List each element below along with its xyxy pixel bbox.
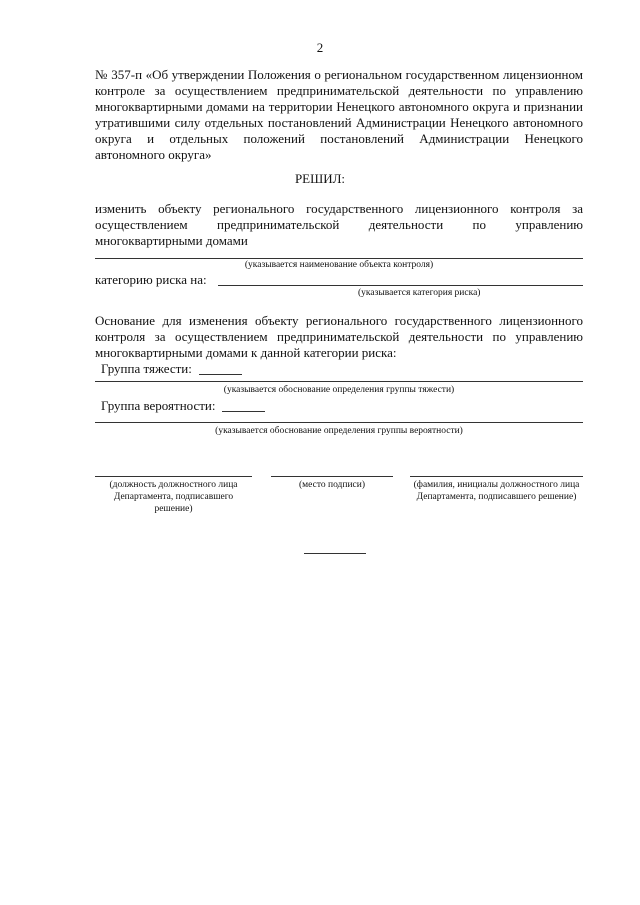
severity-label: Группа тяжести:	[101, 361, 192, 376]
probability-blank	[222, 411, 265, 412]
severity-line	[95, 381, 583, 382]
signature-sign-caption: (место подписи)	[298, 480, 366, 490]
closing-divider	[304, 553, 366, 554]
severity-caption: (указывается обоснование определения группы тяжести)	[223, 385, 455, 395]
category-label: категорию риска на:	[95, 272, 207, 287]
category-caption: (указывается категория риска)	[358, 288, 481, 298]
intro-paragraph: № 357-п «Об утверждении Положения о региональном государственном лицензионном контроле за осуществлением предпринимательской деятельности по управлению многоквартирными домами на территории Ненецкого автономного округа и признании утратившими силу отдельных постановлений Администрации Ненецкого автономного округа и отдельных положений постановлений Администрации Ненецкого автономного округа»	[95, 67, 583, 162]
page-number: 2	[316, 40, 324, 55]
decision-heading: РЕШИЛ:	[294, 171, 346, 186]
signature-position-line	[95, 476, 252, 477]
change-text: изменить объекту регионального государственного лицензионного контроля за осуществлением предпринимательской деятельности по управлению многоквартирными домами	[95, 201, 583, 248]
category-line	[218, 285, 583, 286]
signature-sign-line	[271, 476, 393, 477]
basis-text: Основание для изменения объекту регионального государственного лицензионного контроля за осуществлением предпринимательской деятельности по управлению многоквартирными домами к данной категории риска:	[95, 313, 583, 360]
severity-blank	[199, 374, 242, 375]
probability-label: Группа вероятности:	[101, 398, 216, 413]
object-line	[95, 258, 583, 259]
probability-caption: (указывается обоснование определения группы вероятности)	[215, 426, 463, 436]
object-caption: (указывается наименование объекта контроля)	[244, 260, 434, 270]
signature-name-caption: (фамилия, инициалы должностного лица Департамента, подписавшего решение)	[413, 480, 580, 502]
probability-line	[95, 422, 583, 423]
signature-position-caption: (должность должностного лица Департамента, подписавшего решение)	[109, 480, 238, 514]
signature-name-line	[410, 476, 583, 477]
